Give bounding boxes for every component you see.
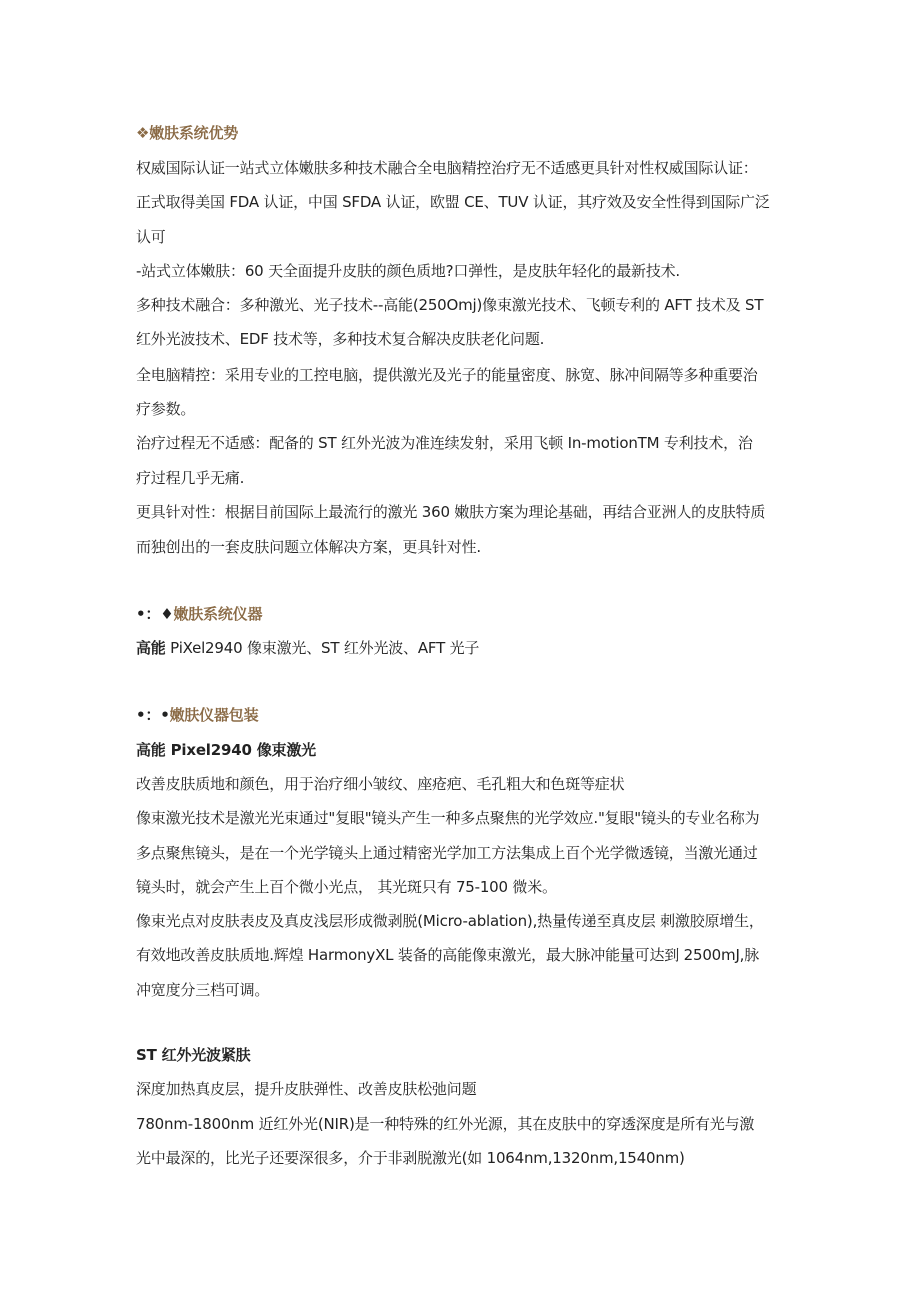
paragraph-line: 镜头时，就会产生上百个微小光点， 其光斑只有 75-100 微米。 — [136, 878, 557, 896]
bold-label: 高能 — [136, 639, 166, 657]
paragraph-line: 治疗过程无不适感：配备的 ST 红外光波为准连续发射，采用飞顿 In-motionTM 专利技术，治 — [136, 434, 753, 452]
section-heading-instruments — [136, 603, 262, 625]
section-heading-advantages — [136, 122, 238, 144]
subheading-pixel: 高能 Pixel2940 像束激光 — [136, 741, 316, 759]
paragraph-line: 权威国际认证一站式立体嫩肤多种技术融合全电脑精控治疗无不适感更具针对性权威国际认证： — [136, 159, 758, 177]
heading-text: 嫩肤系统仪器 — [173, 605, 263, 623]
paragraph-line: 认可 — [136, 228, 166, 246]
paragraph-line: 而独创出的一套皮肤问题立体解决方案，更具针对性. — [136, 538, 481, 556]
paragraph-line: 780nm-1800nm 近红外光(NIR)是一种特殊的红外光源，其在皮肤中的穿透深度是所有光与激 — [136, 1115, 755, 1133]
heading-text: 嫩肤系统优势 — [149, 124, 239, 142]
paragraph-line: 深度加热真皮层，提升皮肤弹性、改善皮肤松弛问题 — [136, 1080, 477, 1098]
paragraph-line: 多种技术融合：多种激光、光子技术--高能(250Omj)像束激光技术、飞顿专利的 AFT 技术及 ST — [136, 296, 764, 314]
paragraph-line: 改善皮肤质地和颜色，用于治疗细小皱纹、座疮疤、毛孔粗大和色斑等症状 — [136, 775, 625, 793]
instrument-text: PiXel2940 像束激光、ST 红外光波、AFT 光子 — [165, 639, 480, 657]
bullet-icon: •：♦ — [136, 605, 174, 623]
paragraph-line: 冲宽度分三档可调。 — [136, 981, 270, 999]
paragraph-line: 疗参数。 — [136, 400, 196, 418]
paragraph-line: 多点聚焦镜头，是在一个光学镜头上通过精密光学加工方法集成上百个光学微透镜，当激光通过 — [136, 844, 758, 862]
paragraph-line: 像束激光技术是激光光束通过"复眼"镜头产生一种多点聚焦的光学效应."复眼"镜头的专业名称为 — [136, 809, 760, 827]
paragraph-line: -站式立体嫩肤：60 天全面提升皮肤的颜色质地?口弹性，是皮肤年轻化的最新技术. — [136, 262, 681, 280]
paragraph-line: 像束光点对皮肤表皮及真皮浅层形成微剥脱(Micro-ablation),热量传递至真皮层 刺激胶原增生， — [136, 912, 764, 930]
subheading-st: ST 红外光波紧肤 — [136, 1046, 251, 1064]
heading-text: 嫩肤仪器包装 — [169, 706, 259, 724]
paragraph-line: 有效地改善皮肤质地.辉煌 HarmonyXL 装备的高能像束激光，最大脉冲能量可达到 2500mJ,脉 — [136, 946, 760, 964]
section-heading-packaging — [136, 704, 258, 726]
paragraph-line: 红外光波技术、EDF 技术等，多种技术复合解决皮肤老化问题. — [136, 330, 545, 348]
bullet-icon: •：• — [136, 706, 170, 724]
paragraph-line: 全电脑精控：采用专业的工控电脑，提供激光及光子的能量密度、脉宽、脉冲间隔等多种重要治 — [136, 366, 758, 384]
paragraph-line: 更具针对性：根据目前国际上最流行的激光 360 嫩肤方案为理论基础，再结合亚洲人的皮肤特质 — [136, 503, 766, 521]
paragraph-line: 光中最深的，比光子还要深很多，介于非剥脱激光(如 1064nm,1320nm,1540nm) — [136, 1149, 685, 1167]
paragraph-line: 正式取得美国 FDA 认证，中国 SFDA 认证，欧盟 CE、TUV 认证，其疗效及安全性得到国际广泛 — [136, 193, 770, 211]
diamond-bullet-icon: ❖ — [136, 124, 150, 142]
instrument-line — [136, 637, 479, 659]
paragraph-line: 疗过程几乎无痛. — [136, 469, 245, 487]
